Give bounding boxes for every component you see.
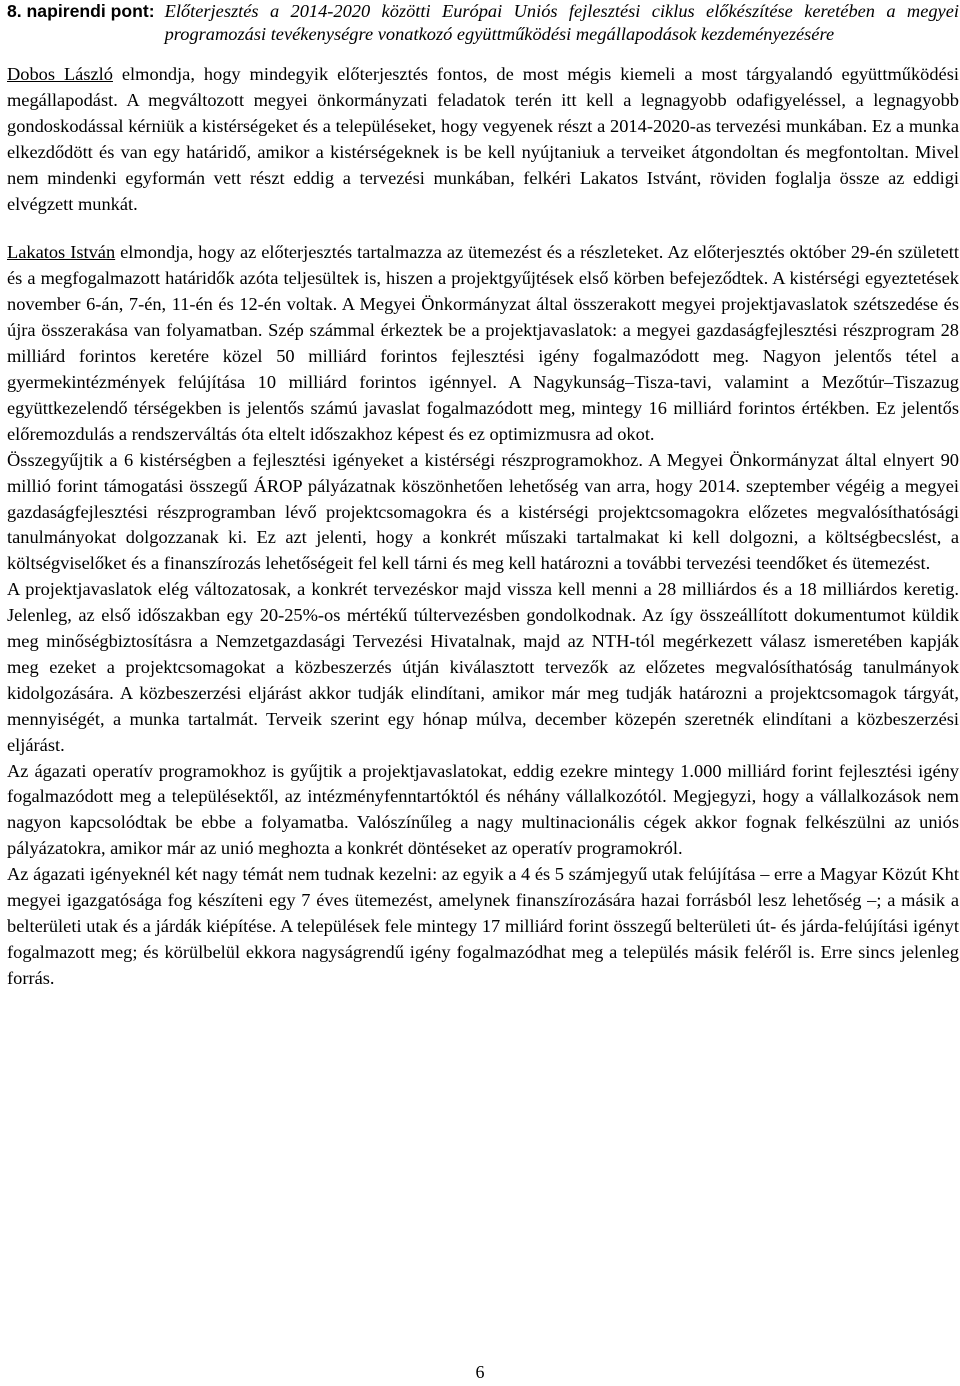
paragraph-dobos: [7, 62, 959, 217]
speaker-name: Dobos László: [7, 64, 113, 84]
document-page: [7, 0, 959, 992]
paragraph-text: elmondja, hogy mindegyik előterjesztés fontos, de most mégis kiemeli a most tárgyalandó együttműködési megállapodást. A megváltozott megyei önkormányzati feladatok terén itt kell a legnagyobb odafigyeléssel, a legnagyobb gondoskodással kérniük a kistérségeket és a településeket, hogy vegyenek részt a 2014-2020-as tervezési munkában. Ez a munka elkezdődött és van egy határidő, amikor a kistérségeknek is be kell nyújtaniuk a terveiket átgondoltan és megfontoltan. Mivel nem mindenki egyformán vett részt eddig a tervezési munkában, felkéri Lakatos Istvánt, röviden foglalja össze az eddigi elvégzett munkát.: [7, 64, 959, 214]
speaker-name: Lakatos István: [7, 242, 116, 263]
paragraph-project-proposals: A projektjavaslatok elég változatosak, a konkrét tervezéskor majd vissza kell menni a 28 milliárdos és a 18 milliárdos keretig. Jelenleg, az első időszakban egy 20-25%-os mértékű túltervezésben gondolkodnak. Az így összeállított dokumentumot küldik meg minőségbiztosításra a Nemzetgazdasági Tervezési Hivatalnak, majd az NTH-tól megérkezett válasz ismeretében kapják meg ezeket a projektcsomagokat a közbeszerzés útján kiválasztott tervezők az előzetes megvalósíthatóság tanulmányok kidolgozására. A közbeszerzési eljárást akkor tudják elindítani, amikor már meg tudják határozni a projektcsomagok tárgyát, mennyiségét, a munka tartalmát. Terveik szerint egy hónap múlva, december közepén szeretnék elindítani a közbeszerzési eljárást.: [7, 579, 959, 755]
paragraph-lakatos: [7, 240, 959, 447]
paragraph-text: elmondja, hogy az előterjesztés tartalmazza az ütemezést és a részleteket. Az előterjesztés október 29-én született és a megfogalmazott határidők azóta teljesültek is, hiszen a projektgyűjtések első körben befejeződtek. A kistérségi egyeztetések november 6-án, 7-én, 11-én és 12-én voltak. A Megyei Önkormányzat által összerakott megyei projektjavaslatok szétszedése és újra összerakása van folyamatban. Szép számmal érkeztek be a projektjavaslatok: a megyei gazdaságfejlesztési részprogram 28 milliárd forintos keretére közel 50 milliárd forintos fejlesztési igény fogalmazódott meg. Nagyon jelentős tétel a gyermekintézmények felújítása 10 milliárd forintos igénnyel. A Nagykunság–Tisza-tavi, valamint a Mezőtúr–Tiszazug együttkezelendő térségekben is jelentős számú javaslat fogalmazódott meg, mintegy 16 milliárd forintos értékben. Ez jelentős előremozdulás a rendszerváltás óta eltelt időszakhoz képest és ez optimizmusra ad okot.: [7, 242, 959, 444]
page-number: 6: [475, 1362, 485, 1382]
agenda-item-title: Előterjesztés a 2014-2020 közötti Európai Uniós fejlesztési ciklus előkészítése keretében a megyei programozási tevékenységre vonatkozó együttműködési megállapodások kezdeményezésére: [164, 1, 959, 44]
paragraph-sectoral-needs: Az ágazati igényeknél két nagy témát nem tudnak kezelni: az egyik a 4 és 5 számjegyű utak felújítása – erre a Magyar Közút Kht megyei igazgatósága fog készíteni egy 7 éves ütemezést, amelynek finanszírozására hazai forrásból lesz lehetőség –; a másik a belterületi utak és a járdák kiépítése. A települések fele mintegy 17 milliárd forint összegű belterületi út- és járda-felújítási igényt fogalmazott meg; és körülbelül ekkora nagyságrendű igény fogalmazódhat meg a település másik feléről is. Erre sincs jelenleg forrás.: [7, 864, 959, 988]
paragraph-project-collection: Összegyűjtik a 6 kistérségben a fejlesztési igényeket a kistérségi részprogramokhoz. A Megyei Önkormányzat által elnyert 90 millió forint támogatási összegű ÁROP pályázatnak köszönhetően lehetőség van arra, hogy 2014. szeptember végéig a megyei gazdaságfejlesztési részprogramban lévő projektcsomagokra és a kistérségi projektcsomagokra előzetes megvalósíthatósági tanulmányokat dolgozzanak ki. Ez azt jelenti, hogy a konkrét műszaki tartalmakat ki kell dolgozni, a költségbecslést, a költségviselőket és a finanszírozás lehetőségeit fel kell tárni és meg kell határozni a további tervezési teendőket és ütemezést.: [7, 449, 959, 574]
agenda-item-label: 8. napirendi pont:: [7, 1, 155, 21]
paragraph-sectoral-programs: Az ágazati operatív programokhoz is gyűjtik a projektjavaslatokat, eddig ezekre mintegy 1.000 milliárd forint fejlesztési igény fogalmazódott meg a településektől, az intézményfenntartóktól és néhány vállalkozótól. Megjegyzi, hogy a vállalkozások nem nagyon kapcsolódtak be ebbe a folyamatba. Valószínűleg a nagy multinacionális cégek akkor fognak felkészülni az uniós pályázatokra, amikor már az unió meghozta a konkrét döntéseket az operatív programokról.: [7, 760, 959, 859]
agenda-item-header: [7, 0, 959, 45]
